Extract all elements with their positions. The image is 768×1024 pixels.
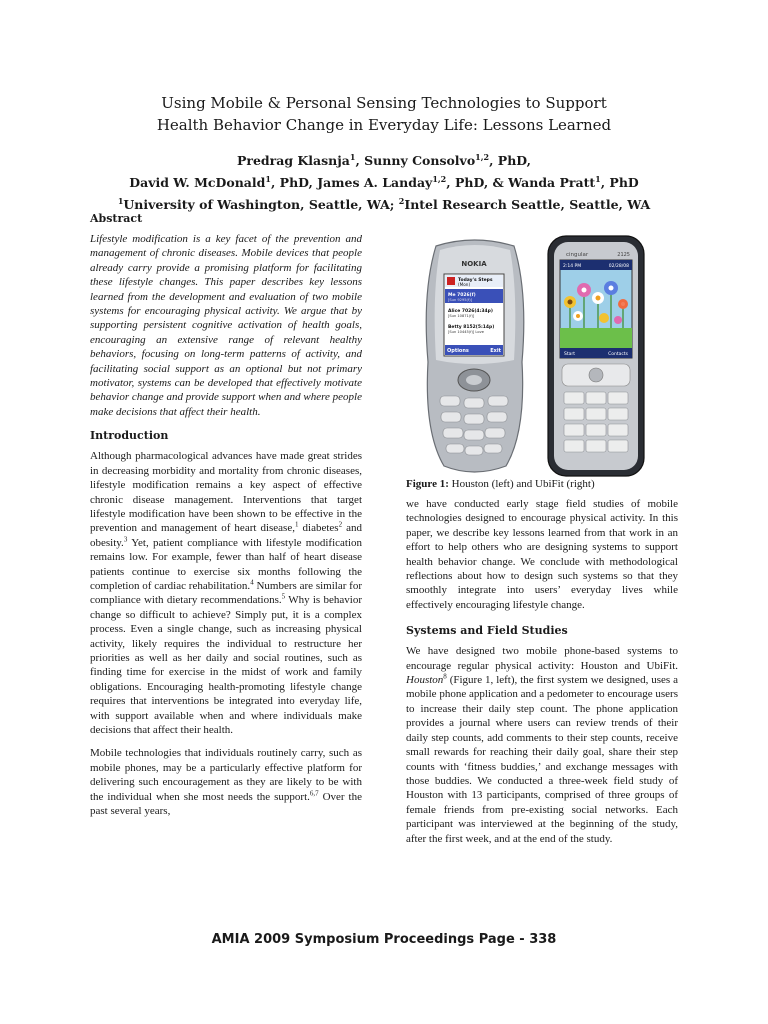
paper-title <box>0 92 768 136</box>
intro-paragraph-2: Mobile technologies that individuals routinely carry, such as mobile phones, may be a particularly effective platform for delivering such encouragement as they are likely to be with the individual when she most needs the support.$^{6,7}$ Over the past several years, <box>90 747 362 818</box>
authors-line-1: Predrag Klasnja$^1$, Sunny Consolvo$^{1,2}$, PhD, <box>236 152 532 169</box>
introduction-heading: Introduction <box>90 429 169 443</box>
row-me-label: Me 7026(f) <box>448 293 476 298</box>
right-column <box>406 497 678 855</box>
ubifit-softkey-right: Contacts <box>608 352 628 357</box>
systems-paragraph: We have designed two mobile phone-based systems to encourage regular physical activity: Houston and UbiFit. Houston$^8$ (Figure 1, left), the first system we designed, uses a mobile phone application and a pedometer to encourage users to increase their daily step count. The phone application provides a journal where users can review trends of their daily step counts, add comments to their step counts, receive small rewards for reaching their daily goal, share their step counts with ‘fitness buddies,’ and exchange messages with those buddies. We conducted a three-week field study of Houston with 13 participants, comprised of three groups of female friends from pre-existing social networks. Each participant was interviewed at the beginning of the study, after the first week, and at the end of the study. <box>406 645 678 845</box>
abstract-heading: Abstract <box>90 212 143 225</box>
intro-paragraph-1: Although pharmacological advances have made great strides in decreasing morbidity and mortality from chronic diseases, lifestyle modification remains a key aspect of effective chronic disease management. Interventions that target lifestyle modification have been shown to be effective in the prevention and management of heart disease,$^1$ diabetes$^2$ and obesity.$^3$ Yet, patient compliance with lifestyle modification remains low. For example, fewer than half of heart disease patients continue to exercise six months following the completion of cardiac rehabilitation.$^4$ Numbers are similar for compliance with dietary recommendations.$^5$ Why is behavior change so difficult to achieve? Simply put, it is a complex process. Even a single change, such as increasing physical activity, likely requires the individual to restructure her priorities as well as her daily and social routines, such as finding time for exercise in the midst of work and family obligations. Encouraging health-promoting lifestyle change requires that interventions be integrated into everyday life, with support available when and where individuals make decisions that affect their health. <box>90 450 362 736</box>
ubifit-softkey-left: Start <box>564 352 575 357</box>
row-betty-label: Betty 8152(5:14p) <box>448 325 495 330</box>
authors-line-2: David W. McDonald$^1$, PhD, James A. Landay$^{1,2}$, PhD, & Wanda Pratt$^1$, PhD <box>129 174 639 191</box>
affiliations: $^1$University of Washington, Seattle, WA; $^2$Intel Research Seattle, Seattle, WA <box>117 196 651 213</box>
row-alice-sub: [Sun 10871(f)] <box>448 314 475 318</box>
ubifit-brand: cingular <box>566 252 589 258</box>
left-column <box>90 212 362 827</box>
phones-illustration <box>414 232 654 478</box>
houston-header-day: (Mon) <box>458 282 471 287</box>
houston-header: Today's Steps <box>458 278 493 283</box>
row-betty-sub: [Sun 10445(f)] Love <box>448 330 484 334</box>
ubifit-time: 2:14 PM <box>563 264 582 269</box>
figure-1 <box>414 232 654 478</box>
houston-softkey-right: Exit <box>490 348 501 354</box>
right-paragraph-1: we have conducted early stage field studies of mobile technologies designed to encourage physical activity. In this paper, we describe key lessons learned from that work in an effort to help others who are designing systems to support health behavior change. We conclude with methodological reflections about how to design such systems so that they smoothly integrate into users’ everyday lives while effectively encouraging lifestyle change. <box>406 498 678 611</box>
title-line-2: Health Behavior Change in Everyday Life: Lessons Learned <box>156 116 612 134</box>
nokia-brand: NOKIA <box>461 260 487 268</box>
ubifit-model: 2125 <box>617 252 630 258</box>
ubifit-phone <box>548 236 644 476</box>
title-line-1: Using Mobile & Personal Sensing Technologies to Support <box>161 94 607 112</box>
figure-caption: Figure 1: Houston (left) and UbiFit (right) <box>406 478 595 490</box>
abstract-text: Lifestyle modification is a key facet of the prevention and management of chronic diseases. Mobile devices that people already carry provide a promising platform for facilitating these lifestyle changes. This paper describes key lessons learned from the development and evaluation of two mobile systems for encouraging physical activity. We argue that by supporting persistent cognitive activation of health goals, encouraging an extensive range of relevant healthy behaviors, focusing on long-term patterns of activity, and facilitating social support as an optional but not primary motivator, systems can be developed that effectively motivate behavior change and provide support when and where people make decisions that affect their health. <box>90 233 362 418</box>
ubifit-date: 02/28/08 <box>608 264 629 269</box>
row-me-sub: [Sun 9295(f)] <box>448 298 472 302</box>
row-alice-label: Alice 7026(4:34p) <box>448 309 493 314</box>
nokia-phone <box>426 240 524 472</box>
author-block <box>0 148 768 214</box>
houston-softkey-left: Options <box>447 348 469 354</box>
page-footer: AMIA 2009 Symposium Proceedings Page - 338 <box>211 932 557 947</box>
systems-heading: Systems and Field Studies <box>406 624 568 638</box>
